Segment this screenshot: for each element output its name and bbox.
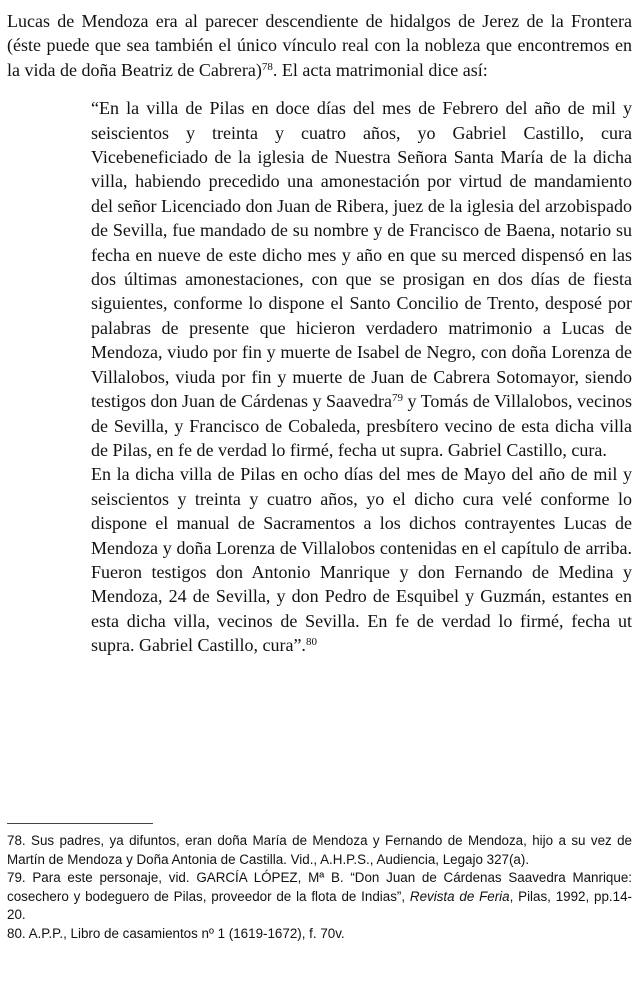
footnote-80: 80. A.P.P., Libro de casamientos nº 1 (1619-1672), f. 70v. <box>7 925 345 941</box>
intro-paragraph <box>7 9 632 82</box>
footnote-separator <box>7 823 153 824</box>
intro-text: Lucas de Mendoza era al parecer descendiente de hidalgos de Jerez de la Frontera (éste puede que sea también el único vínculo real con la nobleza que encontremos en la vida de doña Beatriz de Cabrera) <box>7 11 632 80</box>
quote-p1-text-b: y Tomás de Villalobos, vecinos de Sevilla, y Francisco de Cobaleda, presbítero vecino de esta dicha villa de Pilas, en fe de verdad lo firmé, fecha ut supra. Gabriel Castillo, cura. <box>91 391 632 460</box>
footnote-79-text-a: 79. Para este personaje, vid. GARCÍA LÓPEZ, Mª B. “Don Juan de Cárdenas Saavedra Manrique: cosechero y bodeguero de Pilas, proveedor de la flota de Indias”, <box>7 870 632 904</box>
footnote-78: 78. Sus padres, ya difuntos, eran doña María de Mendoza y Fernando de Mendoza, hijo a su vez de Martín de Mendoza y Doña Antonia de Castilla. Vid., A.H.P.S., Audiencia, Legajo 327(a). <box>7 833 632 867</box>
footnote-ref-79[interactable]: 79 <box>391 392 403 405</box>
quote-p1-text-a: “En la villa de Pilas en doce días del mes de Febrero del año de mil y seiscientos y treinta y cuatro años, yo Gabriel Castillo, cura Vicebeneficiado de la iglesia de Nuestra Señora Santa María de la dicha villa, habiendo precedido una amonestación por virtud de mandamiento del señor Licenciado don Juan de Ribera, juez de la iglesia del arzobispado de Sevilla, fue mandado de su nombre y de Francisco de Baena, notario su fecha en nueve de este dicho mes y año en que su merced dispensó en las dos últimas amonestaciones, con que se prosigan en dos días de fiesta siguientes, conforme lo dispone el Santo Concilio de Trento, desposé por palabras de presente que hicieron verdadero matrimonio a Lucas de Mendoza, viudo por fin y muerte de Isabel de Negro, con doña Lorenza de Villalobos, viuda por fin y muerte de Juan de Cabrera Sotomayor, siendo testigos don Juan de Cárdenas y Saavedra <box>91 98 632 412</box>
footnote-79-journal: Revista de Feria <box>409 888 510 904</box>
footnote-79 <box>7 869 632 925</box>
quote-p2-text: En la dicha villa de Pilas en ocho días del mes de Mayo del año de mil y seiscientos y treinta y cuatro años, yo el dicho cura velé conforme lo dispone el manual de Sacramentos a los dichos contrayentes Lucas de Mendoza y doña Lorenza de Villalobos contenidas en el capítulo de arriba. Fueron testigos don Antonio Manrique y don Fernando de Medina y Mendoza, 24 de Sevilla, y don Pedro de Esquibel y Guzmán, estantes en esta dicha villa, vecinos de Sevilla. En fe de verdad lo firmé, fecha ut supra. Gabriel Castillo, cura”. <box>91 464 632 656</box>
footnote-79-text-b: , Pilas, 1992, pp.14-20. <box>7 888 633 923</box>
footnotes <box>7 832 632 944</box>
quote-paragraph-1 <box>91 96 632 462</box>
quote-paragraph-2 <box>91 462 632 657</box>
intro-tail: . El acta matrimonial dice así: <box>272 59 488 80</box>
footnote-ref-78[interactable]: 78 <box>261 60 273 73</box>
marriage-record-quote <box>91 96 632 657</box>
footnote-ref-80[interactable]: 80 <box>305 636 317 649</box>
